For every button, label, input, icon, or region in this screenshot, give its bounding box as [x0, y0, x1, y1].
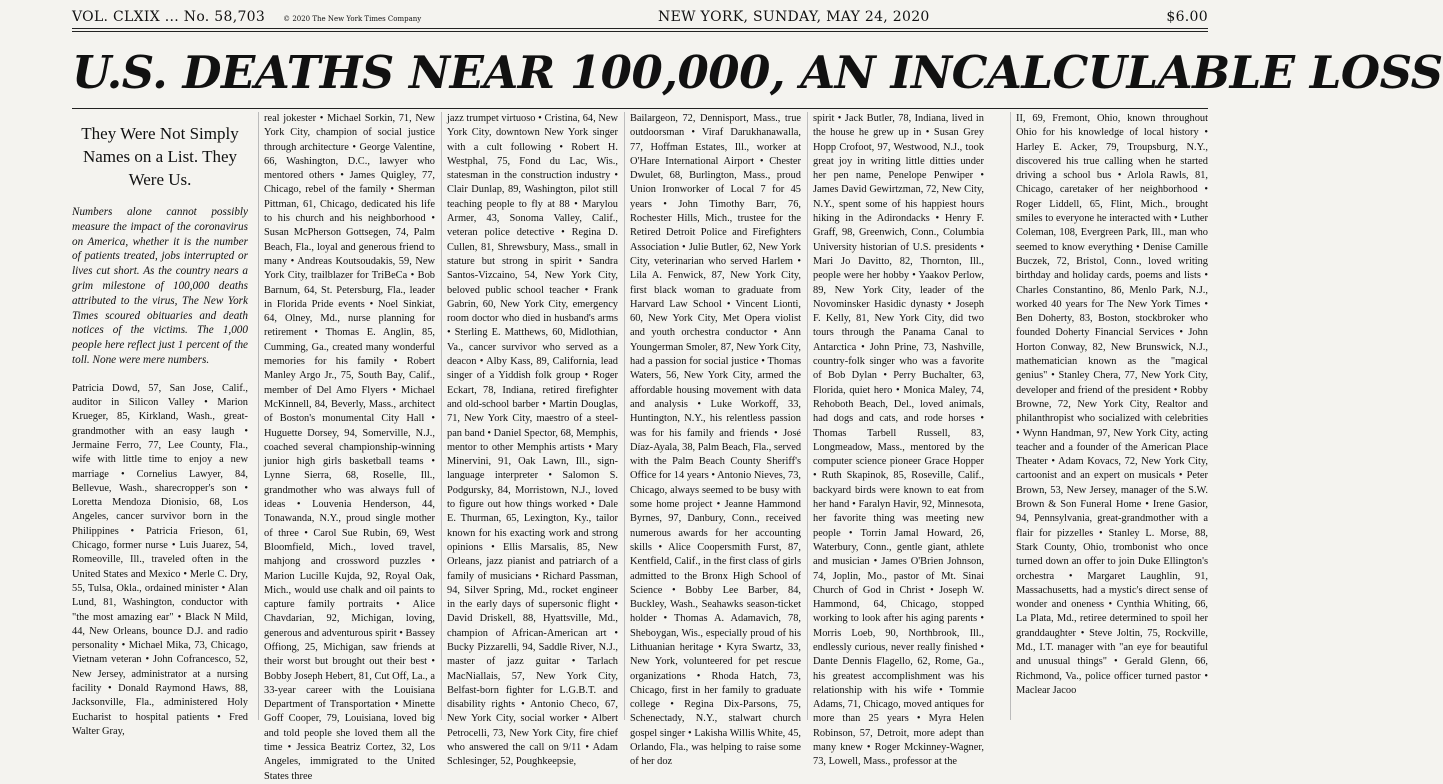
intro-paragraph: Numbers alone cannot possibly measure the impact of the coronavirus on America, whether it is the number of patients treated, jobs interrupted or lives cut short. As the country nears a grim milestone of 100,000 deaths attributed to the virus, The New York Times scoured obituaries and death notices of the victims. The 1,000 people here reflect just 1 percent of the toll. None were mere numbers.: [72, 206, 248, 366]
names-list-column-4: Bailargeon, 72, Dennisport, Mass., true outdoorsman • Viraf Darukhanawalla, 77, Hoffman Estates, Ill., worker at O'Hare International Airport • Chester Dwulet, 68, Burlington, Mass., proud Union Ironworker of Local 7 for 45 years • John Timothy Barr, 76, Rochester Hills, Mich., trustee for the Retired Detroit Police and Firefighters Association • Julie Butler, 62, New York City, veterinarian who served Harlem • Lila A. Fenwick, 87, New York City, first black woman to graduate from Harvard Law School • Vincent Lionti, 60, New York City, Met Opera violist and youth orchestra conductor • Ann Youngerman Smoler, 87, New York City, had a passion for social justice • Thomas Waters, 56, New York City, armed the affordable housing movement with data and analysis • Luke Workoff, 33, Huntington, N.Y., his relentless passion was for his family and friends • José Díaz-Ayala, 38, Palm Beach, Fla., served with the Palm Beach County Sheriff's Office for 14 years • Antonio Nieves, 73, Chicago, always seemed to be busy with some home project • Jeanne Hammond Byrnes, 97, Danbury, Conn., received numerous awards for her accounting skills • Alice Coopersmith Furst, 87, Kentfield, Calif., in the first class of girls admitted to the Bronx High School of Science • Bobby Lee Barber, 84, Buckley, Wash., Seahawks season-ticket holder • Thomas A. Adamavich, 78, Sheboygan, Wis., especially proud of his Lithuanian heritage • Kyra Swartz, 33, New York, volunteered for pet rescue organizations • Rhoda Hatch, 73, Chicago, first in her family to graduate college • Regina Dix-Parsons, 75, Schenectady, N.Y., stalwart church gospel singer • Lakisha Willis White, 45, Orlando, Fla., was helping to raise some of her doz: [624, 112, 801, 720]
headline: U.S. DEATHS NEAR 100,000, AN INCALCULABLE LOSS: [72, 46, 1443, 99]
headline-rule: [72, 108, 1208, 109]
names-list-column-6: II, 69, Fremont, Ohio, known throughout Ohio for his knowledge of local history • Harley E. Acker, 79, Troupsburg, N.Y., discovered his true calling when he started driving a school bus • Arlola Rawls, 81, Chicago, caretaker of her neighborhood • Roger Liddell, 65, Flint, Mich., brought smiles to everyone he interacted with • Luther Coleman, 108, Evergreen Park, Ill., man who seemed to know everything • Denise Camille Buczek, 72, Bristol, Conn., loved writing birthday and holiday cards, poems and lists • Charles Constantino, 86, Menlo Park, N.J., worked 40 years for The New York Times • Ben Doherty, 83, Boston, stockbroker who founded Doherty Financial Services • John Horton Conway, 82, New Brunswick, N.J., mathematician known as the "magical genius" • Stanley Chera, 77, New York City, developer and friend of the president • Robby Browne, 72, New York City, Realtor and philanthropist who socialized with celebrities • Wynn Handman, 97, New York City, acting teacher and a founder of the American Place Theater • Adam Kovacs, 72, New York City, cartoonist and an expert on musicals • Peter Brown, 53, New Jersey, manager of the S.W. Brown & Son Funeral Home • Irene Gasior, 94, Pennsylvania, great-grandmother with a flair for pizzelles • Stanley L. Morse, 88, Stark County, Ohio, trombonist who once turned down an offer to join Duke Ellington's orchestra • Margaret Laughlin, 91, Massachusetts, had a mystic's direct sense of wonder and oneness • Cynthia Whiting, 66, La Plata, Md., retiree determined to spoil her granddaughter • Steve Joltin, 75, Rockville, Md., I.T. manager with "an eye for beautiful and unusual things" • Gerald Glenn, 66, Richmond, Va., police officer turned pastor • Maclear Jacoo: [1010, 112, 1208, 720]
price: $6.00: [1166, 9, 1208, 25]
masthead-rule: [72, 31, 1208, 32]
masthead: [72, 6, 1208, 29]
names-list-column-3: jazz trumpet virtuoso • Cristina, 64, New York City, downtown New York singer with a cult following • Robert H. Westphal, 75, Fond du Lac, Wis., statesman in the construction industry • Clair Dunlap, 89, Washington, pilot still teaching people to fly at 88 • Marylou Armer, 43, Sonoma Valley, Calif., veteran police detective • Regina D. Cullen, 81, Shrewsbury, Mass., small in stature but strong in spirit • Sandra Santos-Vizcaino, 54, New York City, beloved public school teacher • Frank Gabrin, 60, New York City, emergency room doctor who died in husband's arms • Sterling E. Matthews, 60, Midlothian, Va., cancer survivor who served as a deacon • Alby Kass, 89, California, lead singer of a Yiddish folk group • Roger Eckart, 78, Indiana, retired firefighter and old-school barber • Martin Douglas, 71, New York City, maestro of a steel-pan band • Daniel Spector, 68, Memphis, mentor to other Memphis artists • Mary Minervini, 91, Oak Lawn, Ill., sign-language interpreter • Salomon S. Podgursky, 84, Morristown, N.J., loved to figure out how things worked • Dale E. Thurman, 65, Lexington, Ky., tailor known for his exacting work and strong opinions • Ellis Marsalis, 85, New Orleans, jazz pianist and patriarch of a family of musicians • Richard Passman, 94, Silver Spring, Md., rocket engineer in the early days of supersonic flight • David Driskell, 88, Hyattsville, Md., champion of African-American art • Bucky Pizzarelli, 94, Saddle River, N.J., master of jazz guitar • Tarlach MacNiallais, 57, New York City, Belfast-born fighter for L.G.B.T. and disability rights • Antonio Checo, 67, New York City, social worker • Albert Petrocelli, 73, New York City, fire chief who answered the call on 9/11 • Adam Schlesinger, 52, Poughkeepsie,: [441, 112, 618, 720]
masthead-left: [72, 9, 421, 25]
kicker: They Were Not Simply Names on a List. They Were Us.: [81, 124, 239, 189]
sidebar: [72, 122, 248, 739]
names-list-column-1: Patricia Dowd, 57, San Jose, Calif., auditor in Silicon Valley • Marion Krueger, 85, Kirkland, Wash., great-grandmother with an easy laugh • Jermaine Ferro, 77, Lee County, Fla., wife with little time to enjoy a new marriage • Cornelius Lawyer, 84, Bellevue, Wash., sharecropper's son • Loretta Mendoza Dionisio, 68, Los Angeles, cancer survivor born in the Philippines • Patricia Frieson, 61, Chicago, former nurse • Luis Juarez, 54, Romeoville, Ill., traveled often in the United States and Mexico • Merle C. Dry, 55, Tulsa, Okla., ordained minister • Alan Lund, 81, Washington, conductor with "the most amazing ear" • Black N Mild, 44, New Orleans, bounce D.J. and radio personality • Michael Mika, 73, Chicago, Vietnam veteran • John Cofrancesco, 52, New Jersey, administrator at a nursing facility • Donald Raymond Haws, 88, Jacksonville, Fla., administered Holy Eucharist to hospital patients • Fred Walter Gray,: [72, 382, 248, 737]
names-list-column-2: real jokester • Michael Sorkin, 71, New York City, champion of social justice through architecture • George Valentine, 66, Washington, D.C., lawyer who mentored others • James Quigley, 77, Chicago, rebel of the family • Sherman Pittman, 61, Chicago, dedicated his life to his church and his neighborhood • Susan McPherson Gottsegen, 74, Palm Beach, Fla., loyal and generous friend to many • Andreas Koutsoudakis, 59, New York City, trailblazer for TriBeCa • Bob Barnum, 64, St. Petersburg, Fla., leader in Florida Pride events • Noel Sinkiat, 64, Olney, Md., nurse planning for retirement • Thomas E. Anglin, 85, Cumming, Ga., created many wonderful memories for his family • Robert Manley Argo Jr., 75, South Bay, Calif., member of Del Amo Flyers • Michael McKinnell, 84, Beverly, Mass., architect of Boston's monumental City Hall • Huguette Dorsey, 94, Somerville, N.J., coached several championship-winning junior high girls basketball teams • Lynne Sierra, 68, Roselle, Ill., grandmother who was always full of ideas • Louvenia Henderson, 44, Tonawanda, N.Y., proud single mother of three • Carol Sue Rubin, 69, West Bloomfield, Mich., loved travel, mahjong and crossword puzzles • Marion Lucille Kujda, 92, Royal Oak, Mich., would use chalk and oil paints to capture family portraits • Alice Chavdarian, 92, Michigan, loving, generous and adventurous spirit • Bassey Offiong, 25, Michigan, saw friends at their worst but brought out their best • Bobby Joseph Hebert, 81, Cut Off, La., a 33-year career with the Louisiana Department of Transportation • Minette Goff Cooper, 79, Louisiana, loved big and told people she loved them all the time • Jessica Beatriz Cortez, 32, Los Angeles, immigrated to the United States three: [258, 112, 435, 720]
names-list-column-5: spirit • Jack Butler, 78, Indiana, lived in the house he grew up in • Susan Grey Hopp Crofoot, 97, Westwood, N.J., took great joy in writing little ditties under her pen name, Penelope Penwiper • James David Gewirtzman, 72, New City, N.Y., spent some of his happiest hours hiking in the Adirondacks • Henry F. Graff, 98, Greenwich, Conn., Columbia University historian of U.S. presidents • Mari Jo Davitto, 82, Thornton, Ill., people were her hobby • Yaakov Perlow, 89, New York City, leader of the Novominsker Hasidic dynasty • Joseph F. Kelly, 81, New York City, did two tours through the Panama Canal to Antarctica • John Prine, 73, Nashville, country-folk singer who was a favorite of Bob Dylan • Perry Buchalter, 63, Florida, quiet hero • Monica Maley, 74, Rehoboth Beach, Del., loved animals, had dogs and cats, and rode horses • Thomas Tarbell Russell, 83, Longmeadow, Mass., mentored by the computer science pioneer Grace Hopper • Ruth Skapinok, 85, Roseville, Calif., backyard birds were known to eat from her hand • Faralyn Havir, 92, Minnesota, her favorite thing was meeting new people • Torrin Jamal Howard, 26, Waterbury, Conn., gentle giant, athlete and musician • James O'Brien Johnson, 74, Joplin, Mo., pastor of Mt. Sinai Church of God in Christ • Joseph W. Hammond, 64, Chicago, stopped working to look after his aging parents • Morris Loeb, 90, Northbrook, Ill., endlessly curious, never really finished • Dante Dennis Flagello, 62, Rome, Ga., his greatest accomplishment was his relationship with his wife • Tommie Adams, 71, Chicago, moved antiques for more than 25 years • Myra Helen Robinson, 57, Detroit, more adept than many knew • Roger Mckinney-Wagner, 73, Lowell, Mass., professor at the: [807, 112, 984, 720]
copyright-notice: © 2020 The New York Times Company: [283, 15, 422, 23]
dateline: NEW YORK, SUNDAY, MAY 24, 2020: [658, 9, 930, 25]
volume-number: VOL. CLXIX ... No. 58,703: [72, 9, 266, 25]
